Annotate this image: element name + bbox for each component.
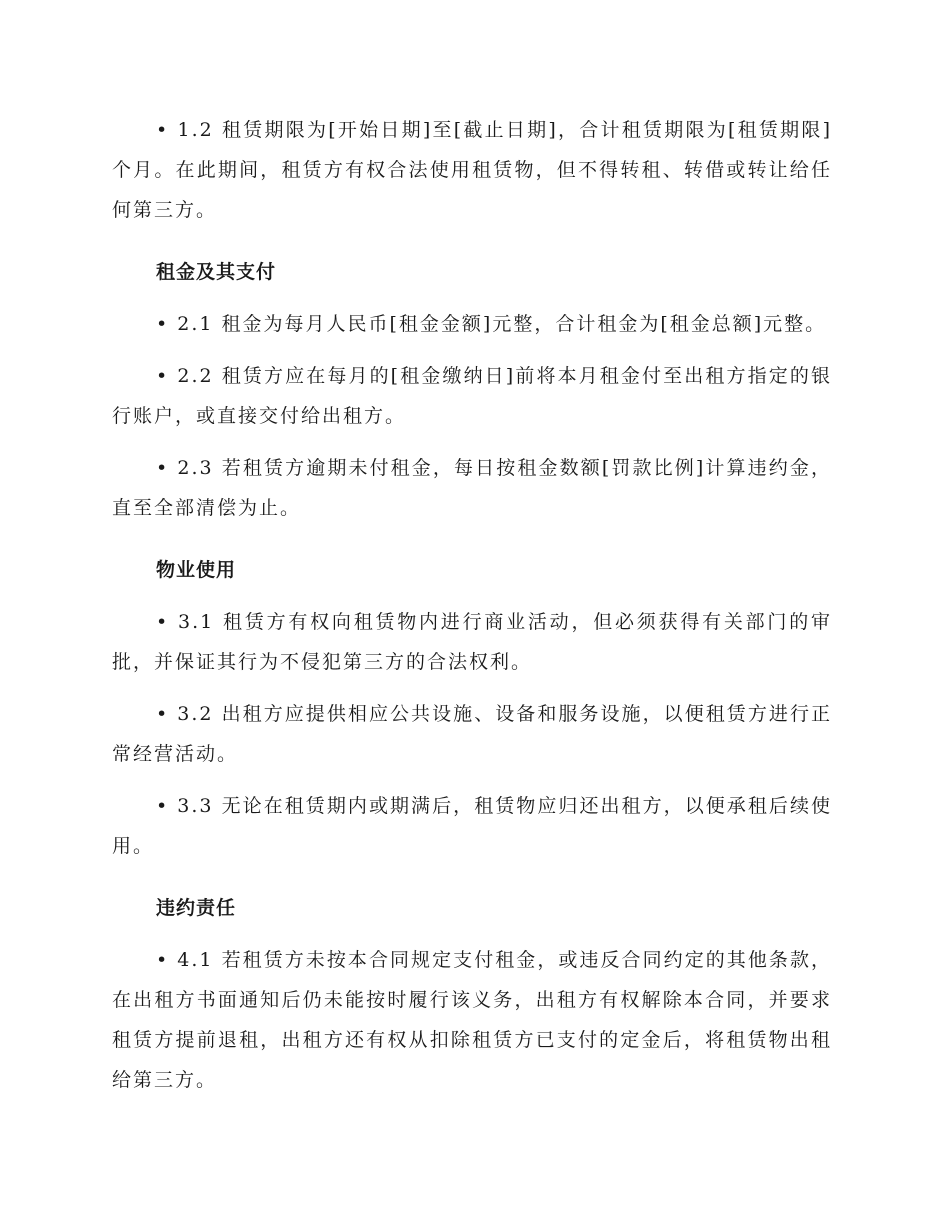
clause-2-1: • 2.1 租金为每月人民币[租金金额]元整，合计租金为[租金总额]元整。 [156,313,827,335]
document-body [112,110,832,1112]
clause-2-3: • 2.3 若租赁方逾期未付租金，每日按租金数额[罚款比例]计算违约金，直至全部清偿为止。 [112,457,832,519]
section-heading-rent: 租金及其支付 [156,261,277,283]
section-heading-property-use: 物业使用 [156,559,237,581]
clause-2-2: • 2.2 租赁方应在每月的[租金缴纳日]前将本月租金付至出租方指定的银行账户，或直接交付给出租方。 [112,365,832,427]
section-heading-breach: 违约责任 [156,897,237,919]
clause-1-2: • 1.2 租赁期限为[开始日期]至[截止日期]，合计租赁期限为[租赁期限]个月。在此期间，租赁方有权合法使用租赁物，但不得转租、转借或转让给任何第三方。 [112,119,832,221]
clause-3-2: • 3.2 出租方应提供相应公共设施、设备和服务设施，以便租赁方进行正常经营活动。 [112,703,832,765]
clause-3-3: • 3.3 无论在租赁期内或期满后，租赁物应归还出租方，以便承租后续使用。 [112,795,832,857]
clause-3-1: • 3.1 租赁方有权向租赁物内进行商业活动，但必须获得有关部门的审批，并保证其行为不侵犯第三方的合法权利。 [112,611,832,673]
clause-4-1: • 4.1 若租赁方未按本合同规定支付租金，或违反合同约定的其他条款，在出租方书面通知后仍未能按时履行该义务，出租方有权解除本合同，并要求租赁方提前退租，出租方还有权从扣除租赁方已支付的定金后，将租赁物出租给第三方。 [112,949,832,1091]
